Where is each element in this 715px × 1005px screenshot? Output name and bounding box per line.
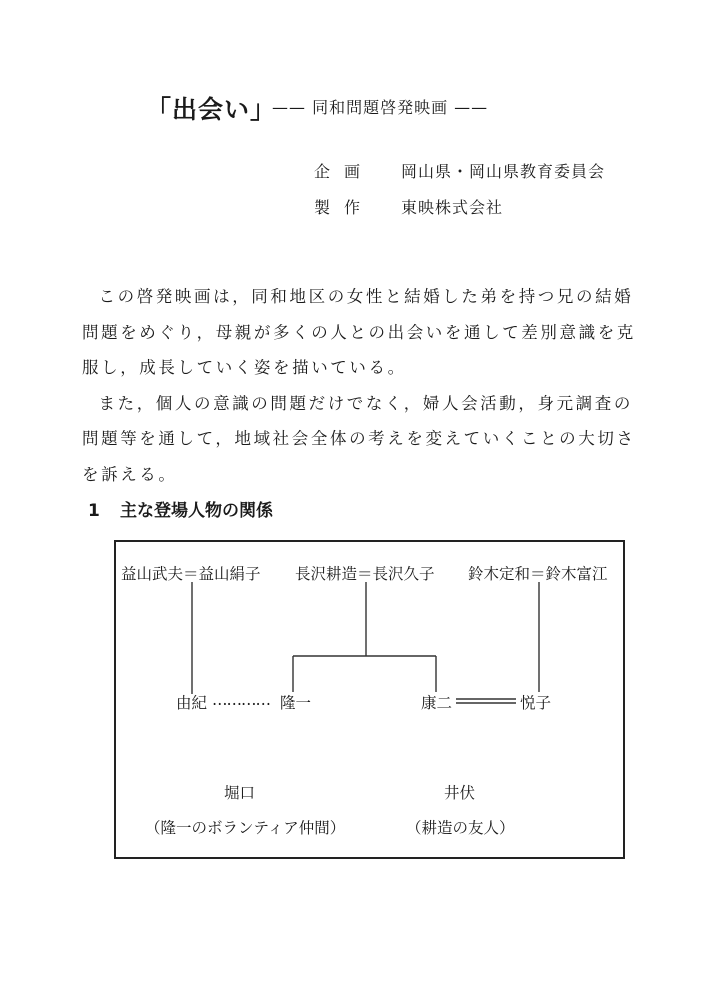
credit-label-planning: 企画 bbox=[314, 162, 375, 181]
person-horiguchi: 堀口 bbox=[224, 784, 256, 802]
person-ibuse: 井伏 bbox=[444, 784, 476, 802]
ibuse-note: （耕造の友人） bbox=[406, 819, 515, 837]
horiguchi-note: （隆一のボランティア仲間） bbox=[145, 819, 346, 837]
couple-nagasawa: 長沢耕造＝長沢久子 bbox=[295, 565, 435, 583]
section-number: 1 bbox=[88, 501, 100, 521]
person-etsuko: 悦子 bbox=[520, 694, 552, 712]
credit-value-production: 東映株式会社 bbox=[401, 198, 504, 217]
person-koji: 康二 bbox=[421, 694, 453, 712]
dotted-connector: ………… bbox=[212, 691, 270, 709]
person-yuki: 由紀 bbox=[176, 694, 208, 712]
page-title: 「出会い」 bbox=[146, 95, 277, 124]
section-title: 主な登場人物の関係 bbox=[120, 501, 273, 521]
credit-value-planning: 岡山県・岡山県教育委員会 bbox=[401, 162, 606, 181]
page-subtitle: —— 同和問題啓発映画 —— bbox=[272, 98, 489, 117]
description-paragraph-2: また，個人の意識の問題だけでなく，婦人会活動，身元調査の問題等を通して，地域社会全体の考えを変えていくことの大切さを訴える。 bbox=[82, 393, 636, 484]
description-paragraph-1: この啓発映画は，同和地区の女性と結婚した弟を持つ兄の結婚問題をめぐり，母親が多くの人との出会いを通して差別意識を克服し，成長していく姿を描いている。 bbox=[82, 287, 636, 377]
couple-suzuki: 鈴木定和＝鈴木富江 bbox=[468, 565, 608, 583]
credit-label-production: 製作 bbox=[314, 198, 375, 217]
couple-masuyama: 益山武夫＝益山絹子 bbox=[121, 565, 261, 583]
person-ryuichi: 隆一 bbox=[280, 694, 312, 712]
